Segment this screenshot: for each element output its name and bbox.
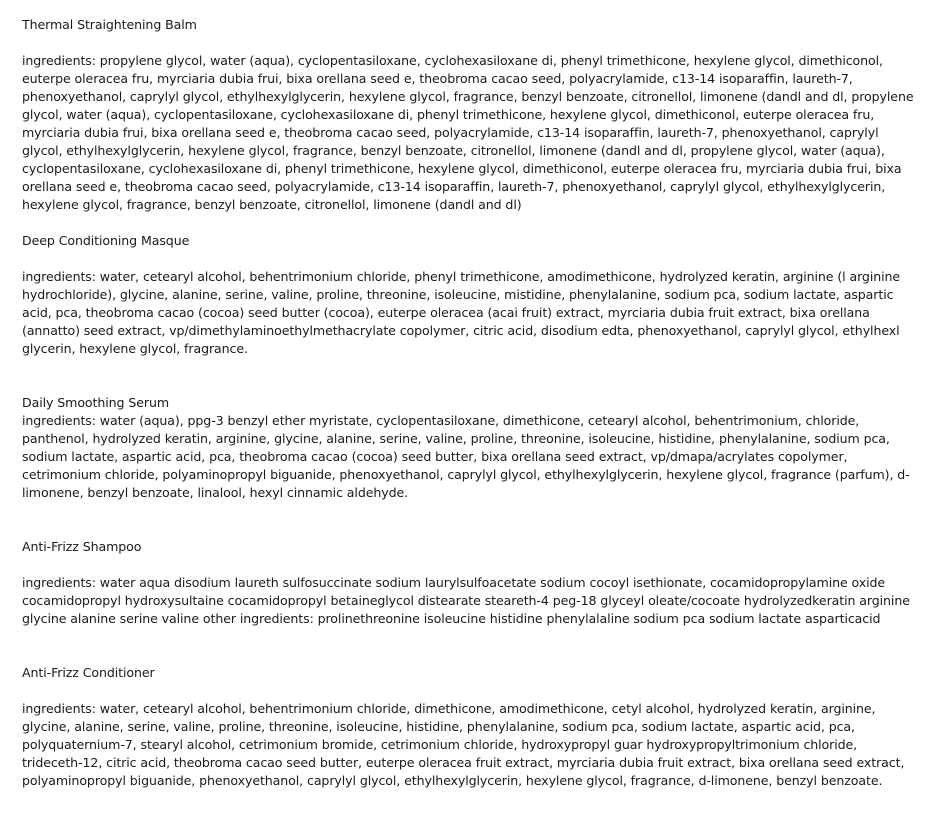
product-ingredients: ingredients: water (aqua), ppg-3 benzyl ether myristate, cyclopentasiloxane, dimethicone, cetearyl alcohol, behentrimonium, chloride, panthenol, hydrolyzed keratin, arginine, glycine, alanine, serine, valine, proline, threonine, isoleucine, histidine, phenylalanine, sodium pca, sodium lactate, aspartic acid, pca, theobroma cacao (cocoa) seed butter, bixa orellana seed extract, vp/dmapa/acrylates copolymer, cetrimonium chloride, polyaminopropyl biguanide, phenoxyethanol, caprylyl glycol, ethylhexylglycerin, hexylene glycol, fragrance (parfum), d-limonene, benzyl benzoate, linalool, hexyl cinnamic aldehyde.: [22, 413, 910, 500]
product-title: Daily Smoothing Serum: [22, 395, 170, 410]
product-title: Anti-Frizz Conditioner: [22, 665, 155, 680]
product-ingredients: ingredients: water, cetearyl alcohol, behentrimonium chloride, phenyl trimethicone, amodimethicone, hydrolyzed keratin, arginine (l arginine hydrochloride), glycine, alanine, serine, valine, proline, threonine, isoleucine, mistidine, phenylalanine, sodium pca, sodium lactate, aspartic acid, pca, theobroma cacao (cocoa) seed butter (cocoa), euterpe oleracea (acai fruit) extract, myrciaria dubia fruit extract, bixa orellana (annatto) seed extract, vp/dimethylaminoethylmethacrylate copolymer, citric acid, disodium edta, phenoxyethanol, caprylyl glycol, ethylhexl glycerin, hexylene glycol, fragrance.: [22, 269, 901, 356]
product-title: Thermal Straightening Balm: [22, 17, 197, 32]
product-title: Anti-Frizz Shampoo: [22, 539, 142, 554]
product-title: Deep Conditioning Masque: [22, 233, 190, 248]
product-ingredients: ingredients: water aqua disodium laureth sulfosuccinate sodium laurylsulfoacetate sodium cocoyl isethionate, cocamidopropylamine oxide cocamidopropyl hydroxysultaine cocamidopropyl betaineglycol distearate steareth-4 peg-18 glyceyl oleate/cocoate hydrolyzedkeratin arginine glycine alanine serine valine other ingredients: prolinethreonine isoleucine histidine phenylalaline sodium pca sodium lactate asparticacid: [22, 575, 910, 626]
product-ingredients: ingredients: water, cetearyl alcohol, behentrimonium chloride, dimethicone, amodimethicone, cetyl alcohol, hydrolyzed keratin, arginine, glycine, alanine, serine, valine, proline, threonine, isoleucine, histidine, phenylalanine, sodium pca, sodium lactate, aspartic acid, pca, polyquaternium-7, stearyl alcohol, cetrimonium bromide, cetrimonium chloride, hydroxypropyl guar hydroxypropyltrimonium chloride, trideceth-12, citric acid, theobroma cacao seed butter, euterpe oleracea fruit extract, myrciaria dubia fruit extract, bixa orellana seed extract, polyaminopropyl biguanide, phenoxyethanol, caprylyl glycol, ethylhexylglycerin, hexylene glycol, fragrance, d-limonene, benzyl benzoate.: [22, 701, 905, 788]
product-ingredients: ingredients: propylene glycol, water (aqua), cyclopentasiloxane, cyclohexasiloxane di, phenyl trimethicone, hexylene glycol, dimethiconol, euterpe oleracea fru, myrciaria dubia frui, bixa orellana seed e, theobroma cacao seed, polyacrylamide, c13-14 isoparaffin, laureth-7, phenoxyethanol, caprylyl glycol, ethylhexylglycerin, hexylene glycol, fragrance, benzyl benzoate, citronellol, limonene (dandl and dl, propylene glycol, water (aqua), cyclopentasiloxane, cyclohexasiloxane di, phenyl trimethicone, hexylene glycol, dimethiconol, euterpe oleracea fru, myrciaria dubia frui, bixa orellana seed e, theobroma cacao seed, polyacrylamide, c13-14 isoparaffin, laureth-7, phenoxyethanol, caprylyl glycol, ethylhexylglycerin, hexylene glycol, fragrance, benzyl benzoate, citronellol, limonene (dandl and dl, propylene glycol, water (aqua), cyclopentasiloxane, cyclohexasiloxane di, phenyl trimethicone, hexylene glycol, dimethiconol, euterpe oleracea fru, myrciaria dubia frui, bixa orellana seed e, theobroma cacao seed, polyacrylamide, c13-14 isoparaffin, laureth-7, phenoxyethanol, caprylyl glycol, ethylhexylglycerin, hexylene glycol, fragrance, benzyl benzoate, citronellol, limonene (dandl and dl): [22, 53, 914, 212]
